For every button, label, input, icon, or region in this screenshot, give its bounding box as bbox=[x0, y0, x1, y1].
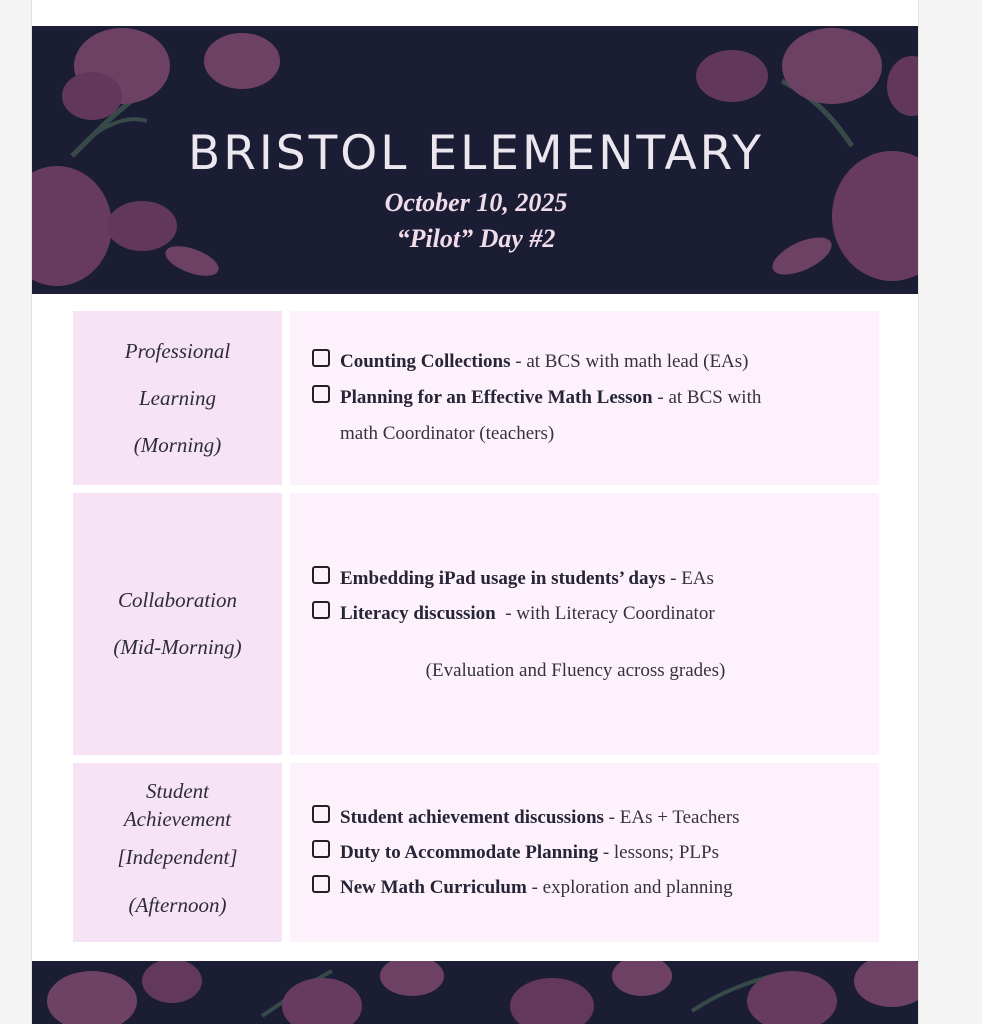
header-banner bbox=[32, 26, 919, 294]
item-title: Counting Collections bbox=[340, 351, 511, 372]
checklist-item bbox=[312, 380, 879, 416]
label-line: (Afternoon) bbox=[128, 892, 227, 917]
label-line: [Independent] bbox=[117, 844, 238, 869]
item-detail: - at BCS with math lead (EAs) bbox=[510, 351, 749, 372]
event-date: October 10, 2025 bbox=[384, 188, 568, 217]
schedule-row-professional-learning bbox=[73, 311, 879, 485]
item-title: New Math Curriculum bbox=[340, 877, 527, 898]
item-detail-continued: math Coordinator (teachers) bbox=[340, 423, 555, 444]
section-label bbox=[73, 311, 282, 485]
item-note: (Evaluation and Fluency across grades) bbox=[425, 659, 726, 681]
checkbox-icon[interactable] bbox=[312, 875, 330, 893]
label-line: (Morning) bbox=[133, 432, 222, 457]
item-title: Embedding iPad usage in students’ days bbox=[340, 567, 666, 589]
item-detail: - EAs bbox=[665, 567, 714, 589]
checklist-item bbox=[312, 561, 879, 596]
item-title: Student achievement discussions bbox=[340, 807, 604, 828]
checklist-item bbox=[312, 835, 879, 870]
label-line: (Mid-Morning) bbox=[113, 635, 242, 659]
item-detail: - EAs + Teachers bbox=[603, 807, 740, 828]
section-content bbox=[290, 763, 879, 942]
footer-banner bbox=[32, 961, 919, 1024]
label-line: Professional bbox=[124, 338, 231, 363]
item-title: Literacy discussion bbox=[340, 602, 496, 624]
checkbox-icon[interactable] bbox=[312, 805, 330, 823]
school-title: BRISTOL ELEMENTARY bbox=[188, 126, 764, 181]
item-detail: - with Literacy Coordinator bbox=[495, 602, 715, 624]
checklist-item bbox=[312, 596, 879, 631]
checklist-item bbox=[312, 800, 879, 835]
schedule-row-collaboration bbox=[73, 493, 879, 755]
checkbox-icon[interactable] bbox=[312, 601, 330, 619]
label-line: Student bbox=[146, 778, 209, 803]
item-title: Planning for an Effective Math Lesson bbox=[340, 387, 653, 408]
item-detail: - lessons; PLPs bbox=[598, 842, 719, 863]
section-content bbox=[290, 493, 879, 755]
section-label bbox=[73, 493, 282, 755]
label-line: Learning bbox=[138, 385, 216, 410]
item-title: Duty to Accommodate Planning bbox=[340, 842, 599, 863]
checkbox-icon[interactable] bbox=[312, 385, 330, 403]
checkbox-icon[interactable] bbox=[312, 840, 330, 858]
label-line: Collaboration bbox=[117, 588, 238, 612]
checkbox-icon[interactable] bbox=[312, 566, 330, 584]
item-detail: - at BCS with bbox=[652, 387, 762, 408]
newsletter-page bbox=[31, 0, 919, 1024]
label-line: Achievement bbox=[123, 806, 232, 831]
pilot-day: “Pilot” Day #2 bbox=[396, 224, 556, 253]
checkbox-icon[interactable] bbox=[312, 349, 330, 367]
section-label bbox=[73, 763, 282, 942]
checklist-item bbox=[312, 344, 879, 380]
schedule-row-student-achievement bbox=[73, 763, 879, 942]
item-detail: - exploration and planning bbox=[526, 877, 733, 898]
section-content bbox=[290, 311, 879, 485]
checklist-item bbox=[312, 870, 879, 905]
floral-decoration bbox=[32, 961, 919, 1024]
